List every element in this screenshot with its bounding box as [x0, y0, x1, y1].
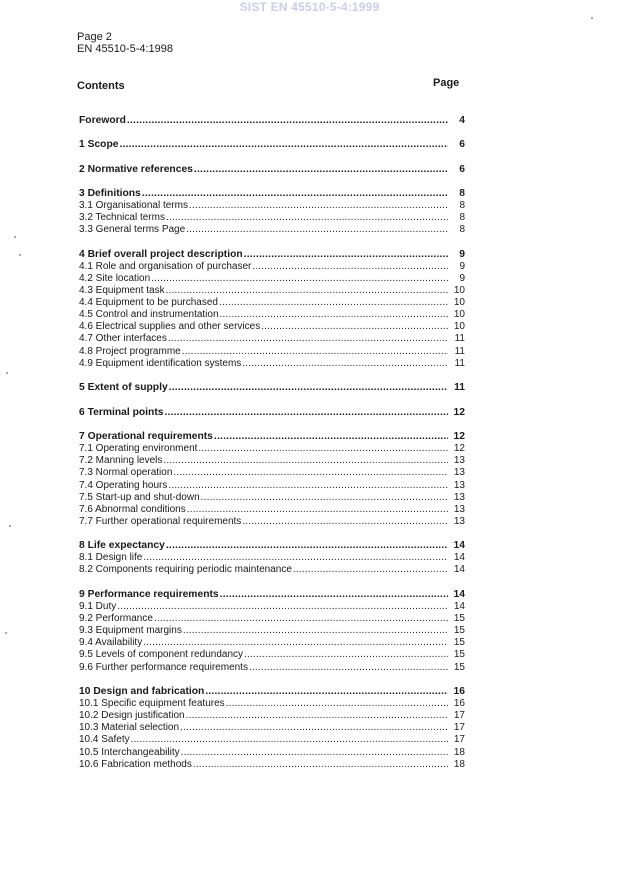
watermark: SIST EN 45510-5-4:1999	[239, 0, 380, 14]
toc-entry-title: 8.2 Components requiring periodic maintenance	[79, 564, 292, 576]
toc-subentry	[79, 492, 465, 504]
toc-subentry	[79, 455, 465, 467]
dot-leader	[154, 613, 448, 625]
toc-subentry	[79, 261, 465, 273]
scan-speck	[19, 254, 21, 256]
toc-section	[79, 114, 465, 127]
toc-subentry	[79, 613, 465, 625]
dot-leader	[166, 212, 448, 224]
toc-heading-entry	[79, 139, 465, 152]
toc-subentry	[79, 649, 465, 661]
dot-leader	[194, 164, 448, 176]
toc-heading-entry	[79, 540, 465, 553]
toc-page-number: 11	[454, 357, 465, 369]
toc-page-number: 15	[453, 637, 465, 649]
dot-leader	[169, 382, 448, 394]
toc-section	[79, 163, 465, 176]
toc-section	[79, 686, 465, 771]
scan-speck	[5, 632, 7, 634]
toc-page-number: 12	[453, 406, 465, 418]
toc-page-number: 18	[453, 758, 465, 770]
toc-page-number: 16	[453, 698, 465, 710]
toc-section	[79, 139, 465, 152]
toc-subentry	[79, 698, 465, 710]
dot-leader	[219, 297, 448, 309]
toc-page-number: 10	[453, 309, 465, 321]
toc-page-number: 14	[453, 601, 465, 613]
toc-subentry	[79, 661, 465, 673]
toc-entry-title: 4.4 Equipment to be purchased	[79, 297, 218, 309]
scan-speck	[14, 236, 16, 238]
toc-entry-title: 2 Normative references	[79, 163, 193, 175]
toc-section	[79, 431, 465, 528]
toc-page-number: 13	[453, 455, 465, 467]
toc-subentry	[79, 273, 465, 285]
toc-section	[79, 406, 465, 419]
toc-subentry	[79, 224, 465, 236]
dot-leader	[168, 333, 448, 345]
toc-subentry	[79, 722, 465, 734]
toc-subentry	[79, 345, 465, 357]
toc-page-number: 15	[453, 613, 465, 625]
toc-entry-title: 10.1 Specific equipment features	[79, 698, 225, 710]
dot-leader	[142, 188, 448, 200]
toc-entry-title: Foreword	[79, 114, 126, 126]
toc-entry-title: 3.2 Technical terms	[79, 212, 165, 224]
dot-leader	[127, 115, 448, 127]
dot-leader	[244, 249, 448, 261]
toc-section	[79, 588, 465, 673]
toc-subentry	[79, 710, 465, 722]
toc-heading-entry	[79, 686, 465, 699]
dot-leader	[201, 492, 448, 504]
toc-page-number: 14	[453, 564, 465, 576]
toc-entry-title: 4.6 Electrical supplies and other services	[79, 321, 261, 333]
toc-section	[79, 188, 465, 237]
dot-leader	[120, 139, 449, 151]
toc-subentry	[79, 309, 465, 321]
toc-page-number: 17	[453, 710, 465, 722]
toc-heading-entry	[79, 382, 465, 395]
scan-speck	[591, 17, 593, 19]
toc-subentry	[79, 212, 465, 224]
dot-leader	[187, 504, 448, 516]
toc-heading-entry	[79, 588, 465, 601]
toc-entry-title: 9.3 Equipment margins	[79, 625, 182, 637]
toc-subentry	[79, 746, 465, 758]
dot-leader	[163, 455, 448, 467]
toc-subentry	[79, 443, 465, 455]
document-reference: EN 45510-5-4:1998	[77, 43, 174, 55]
dot-leader	[181, 747, 448, 759]
toc-entry-title: 10.6 Fabrication methods	[79, 758, 192, 770]
dot-leader	[220, 309, 448, 321]
toc-page-number: 6	[459, 163, 465, 175]
dot-leader	[151, 273, 448, 285]
toc-entry-title: 4.9 Equipment identification systems	[79, 357, 242, 369]
toc-entry-title: 3.3 General terms Page	[79, 224, 186, 236]
toc-page-number: 6	[459, 139, 465, 150]
page-number-label: Page 2	[77, 31, 112, 43]
toc-page-number: 11	[454, 333, 465, 345]
toc-subentry	[79, 759, 465, 771]
dot-leader	[189, 200, 448, 212]
toc-subentry	[79, 333, 465, 345]
dot-leader	[193, 759, 448, 771]
scan-speck	[9, 525, 11, 527]
toc-entry-title: 8.1 Design life	[79, 552, 143, 564]
dot-leader	[166, 540, 448, 552]
toc-entry-title: 1 Scope	[79, 139, 119, 150]
toc-entry-title: 9.6 Further performance requirements	[79, 661, 248, 673]
dot-leader	[186, 224, 448, 236]
toc-entry-title: 9.1 Duty	[79, 601, 117, 613]
dot-leader	[205, 686, 448, 698]
toc-entry-title: 4.2 Site location	[79, 272, 151, 284]
toc-heading-entry	[79, 188, 465, 201]
dot-leader	[249, 662, 448, 674]
toc-subentry	[79, 479, 465, 491]
dot-leader	[220, 589, 448, 601]
toc-subentry	[79, 564, 465, 576]
toc-page-number: 16	[453, 686, 465, 698]
toc-subentry	[79, 552, 465, 564]
toc-subentry	[79, 297, 465, 309]
dot-leader	[143, 552, 448, 564]
toc-entry-title: 4.1 Role and organisation of purchaser	[79, 260, 252, 272]
toc-subentry	[79, 285, 465, 297]
toc-entry-title: 7.5 Start-up and shut-down	[79, 491, 200, 503]
toc-entry-title: 7 Operational requirements	[79, 431, 213, 443]
dot-leader	[293, 564, 448, 576]
dot-leader	[242, 516, 448, 528]
page-column-heading: Page	[433, 77, 460, 89]
toc-entry-title: 4.8 Project programme	[79, 345, 181, 357]
toc-subentry	[79, 504, 465, 516]
toc-entry-title: 10.5 Interchangeability	[79, 746, 180, 758]
dot-leader	[131, 734, 448, 746]
toc-page-number: 17	[453, 734, 465, 746]
dot-leader	[180, 722, 448, 734]
dot-leader	[186, 710, 448, 722]
toc-entry-title: 7.1 Operating environment	[79, 443, 198, 455]
toc-page-number: 9	[459, 248, 465, 260]
contents-heading: Contents	[77, 80, 125, 92]
toc-page-number: 12	[453, 443, 465, 455]
toc-entry-title: 10.3 Material selection	[79, 722, 180, 734]
toc-page-number: 4	[459, 114, 465, 126]
toc-subentry	[79, 200, 465, 212]
toc-subentry	[79, 516, 465, 528]
dot-leader	[252, 261, 448, 273]
toc-entry-title: 10.2 Design justification	[79, 710, 185, 722]
toc-heading-entry	[79, 163, 465, 176]
dot-leader	[261, 321, 448, 333]
toc-subentry	[79, 601, 465, 613]
dot-leader	[166, 285, 448, 297]
toc-subentry	[79, 358, 465, 370]
dot-leader	[117, 601, 448, 613]
toc-entry-title: 10.4 Safety	[79, 734, 130, 746]
toc-page-number: 13	[453, 479, 465, 491]
toc-page-number: 12	[453, 431, 465, 443]
toc-page-number: 9	[459, 260, 465, 272]
toc-entry-title: 4 Brief overall project description	[79, 248, 243, 260]
dot-leader	[143, 637, 448, 649]
toc-page-number: 15	[453, 625, 465, 637]
toc-entry-title: 9.5 Levels of component redundancy	[79, 649, 243, 661]
toc-entry-title: 5 Extent of supply	[79, 382, 168, 394]
dot-leader	[183, 625, 448, 637]
toc-entry-title: 7.3 Normal operation	[79, 467, 173, 479]
toc-heading-entry	[79, 406, 465, 419]
toc-entry-title: 9.4 Availability	[79, 637, 143, 649]
toc-page-number: 17	[453, 722, 465, 734]
toc-entry-title: 9.2 Performance	[79, 613, 153, 625]
dot-leader	[242, 358, 448, 370]
toc-subentry	[79, 467, 465, 479]
toc-page-number: 8	[459, 188, 465, 199]
toc-section	[79, 248, 465, 369]
toc-page-number: 13	[453, 515, 465, 527]
dot-leader	[182, 346, 448, 358]
toc-page-number: 13	[453, 503, 465, 515]
toc-page-number: 15	[453, 661, 465, 673]
toc-subentry	[79, 321, 465, 333]
dot-leader	[168, 480, 448, 492]
toc-entry-title: 3 Definitions	[79, 188, 141, 199]
toc-page-number: 8	[459, 212, 465, 224]
toc-entry-title: 7.6 Abnormal conditions	[79, 503, 186, 515]
toc-section	[79, 540, 465, 577]
table-of-contents	[79, 114, 465, 783]
toc-entry-title: 8 Life expectancy	[79, 540, 165, 552]
toc-subentry	[79, 734, 465, 746]
toc-entry-title: 9 Performance requirements	[79, 588, 219, 600]
toc-heading-entry	[79, 431, 465, 444]
toc-page-number: 13	[453, 491, 465, 503]
toc-page-number: 9	[459, 272, 465, 284]
toc-entry-title: 7.7 Further operational requirements	[79, 515, 242, 527]
toc-page-number: 8	[459, 224, 465, 236]
scan-speck	[6, 372, 8, 374]
dot-leader	[226, 698, 448, 710]
toc-page-number: 14	[453, 540, 465, 552]
toc-entry-title: 6 Terminal points	[79, 406, 164, 418]
dot-leader	[198, 443, 448, 455]
toc-entry-title: 7.4 Operating hours	[79, 479, 168, 491]
toc-subentry	[79, 637, 465, 649]
dot-leader	[214, 431, 448, 443]
dot-leader	[165, 407, 449, 419]
toc-entry-title: 3.1 Organisational terms	[79, 200, 188, 212]
toc-page-number: 10	[453, 321, 465, 333]
toc-page-number: 18	[453, 746, 465, 758]
toc-entry-title: 4.3 Equipment task	[79, 285, 165, 297]
toc-heading-entry	[79, 114, 465, 127]
toc-page-number: 15	[453, 649, 465, 661]
toc-page-number: 10	[453, 297, 465, 309]
toc-entry-title: 7.2 Manning levels	[79, 455, 163, 467]
toc-section	[79, 382, 465, 395]
toc-page-number: 10	[453, 285, 465, 297]
toc-entry-title: 4.5 Control and instrumentation	[79, 309, 219, 321]
toc-page-number: 8	[459, 200, 465, 212]
toc-subentry	[79, 625, 465, 637]
toc-entry-title: 4.7 Other interfaces	[79, 333, 167, 345]
dot-leader	[244, 649, 448, 661]
toc-heading-entry	[79, 248, 465, 261]
toc-page-number: 14	[453, 588, 465, 600]
toc-page-number: 11	[454, 345, 465, 357]
toc-page-number: 11	[454, 382, 465, 394]
dot-leader	[173, 467, 448, 479]
toc-entry-title: 10 Design and fabrication	[79, 686, 205, 698]
toc-page-number: 14	[453, 552, 465, 564]
toc-page-number: 13	[453, 467, 465, 479]
